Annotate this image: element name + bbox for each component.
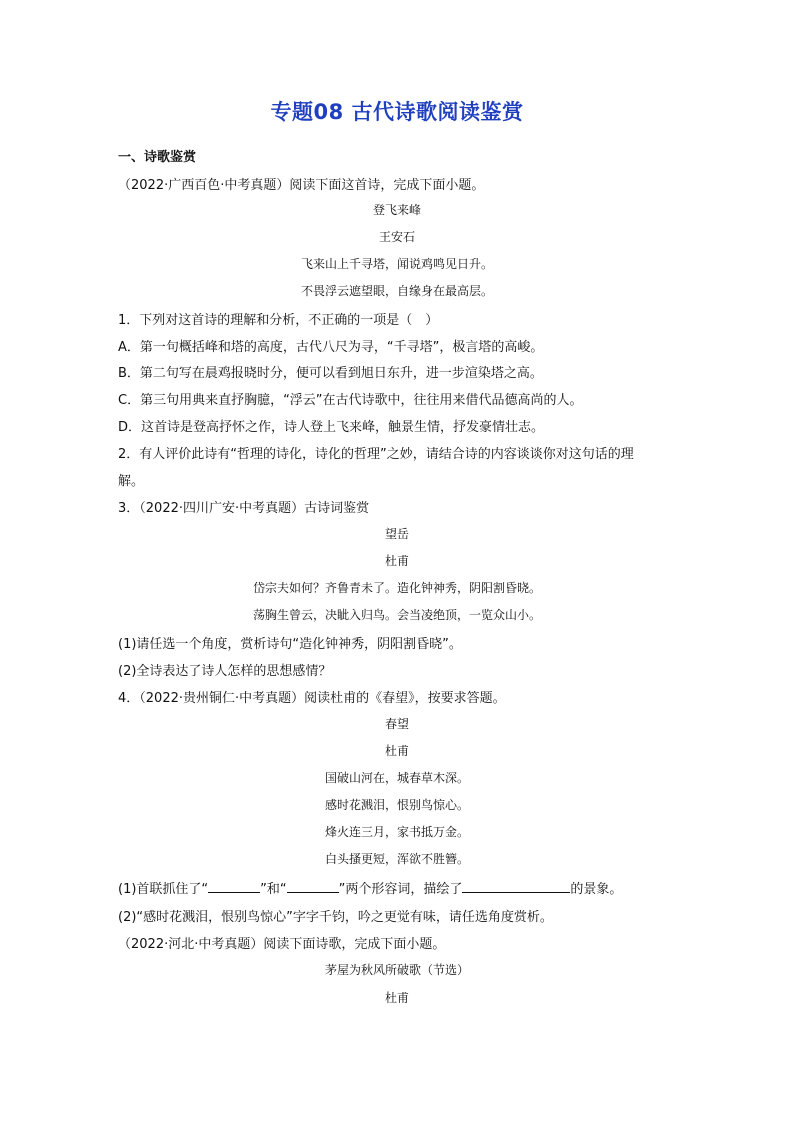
poem-author: 杜甫 (384, 554, 409, 568)
poem-line: 国破山河在，城春草木深。 (324, 771, 469, 785)
poem-line: 烽火连三月，家书抵万金。 (324, 825, 469, 839)
question-4-2: (2)“感时花溅泪，恨别鸟惊心”字字千钧，吟之更觉有味，请任选角度赏析。 (118, 910, 553, 925)
option-b: B．第二句写在晨鸡报晓时分，便可以看到旭日东升，进一步渲染塔之高。 (118, 366, 543, 381)
question-3-2: (2)全诗表达了诗人怎样的思想感情？ (118, 664, 332, 679)
question-2: 2．有人评价此诗有“哲理的诗化，诗化的哲理”之妙，请结合诗的内容谈谈你对这句话的理 (118, 447, 634, 462)
question-3-1: (1)请任选一个角度，赏析诗句“造化钟神秀，阴阳割昏晓”。 (118, 637, 462, 652)
option-a: A．第一句概括峰和塔的高度，古代八尺为寻，“千寻塔”，极言塔的高峻。 (118, 340, 544, 355)
poem-line: 感时花溅泪，恨别鸟惊心。 (324, 798, 469, 812)
poem-line: 不畏浮云遮望眼，自缘身在最高层。 (300, 284, 493, 298)
option-d: D．这首诗是登高抒怀之作，诗人登上飞来峰，触景生情，抒发豪情壮志。 (118, 420, 545, 435)
poem-author: 王安石 (378, 230, 415, 244)
question-2-cont: 解。 (118, 474, 145, 489)
question-4: 4．（2022·贵州铜仁·中考真题）阅读杜甫的《春望》，按要求答题。 (118, 691, 506, 706)
poem-line: 白头搔更短，浑欲不胜簪。 (324, 852, 469, 866)
poem-author: 杜甫 (384, 744, 409, 758)
answer-blank[interactable] (208, 880, 260, 893)
option-c: C．第三句用典来直抒胸臆，“浮云”在古代诗歌中，往往用来借代品德高尚的人。 (118, 393, 583, 408)
section-heading: 一、诗歌鉴赏 (118, 150, 197, 165)
question-3: 3．（2022·四川广安·中考真题）古诗词鉴赏 (118, 501, 370, 516)
answer-blank[interactable] (287, 880, 339, 893)
page-title: 专题08 古代诗歌阅读鉴赏 (270, 100, 524, 124)
poem-line: 飞来山上千寻塔，闻说鸡鸣见日升。 (300, 257, 493, 271)
question-4-1: (1)首联抓住了“ ”和“ ”两个形容词，描绘了 的景象。 (118, 882, 623, 897)
question-1: 1．下列对这首诗的理解和分析，不正确的一项是（ ） (118, 313, 439, 328)
poem-title: 茅屋为秋风所破歌（节选） (324, 963, 469, 977)
poem-title: 春望 (384, 717, 409, 731)
question-intro: （2022·广西百色·中考真题）阅读下面这首诗，完成下面小题。 (118, 178, 485, 193)
question-intro: （2022·河北·中考真题）阅读下面诗歌，完成下面小题。 (118, 937, 446, 952)
poem-line: 荡胸生曾云，决眦入归鸟。会当凌绝顶，一览众山小。 (252, 608, 541, 622)
answer-blank[interactable] (462, 880, 570, 893)
poem-line: 岱宗夫如何？齐鲁青未了。造化钟神秀，阴阳割昏晓。 (252, 581, 541, 595)
poem-title: 登飞来峰 (372, 203, 421, 217)
poem-author: 杜甫 (384, 991, 409, 1005)
poem-title: 望岳 (384, 527, 409, 541)
